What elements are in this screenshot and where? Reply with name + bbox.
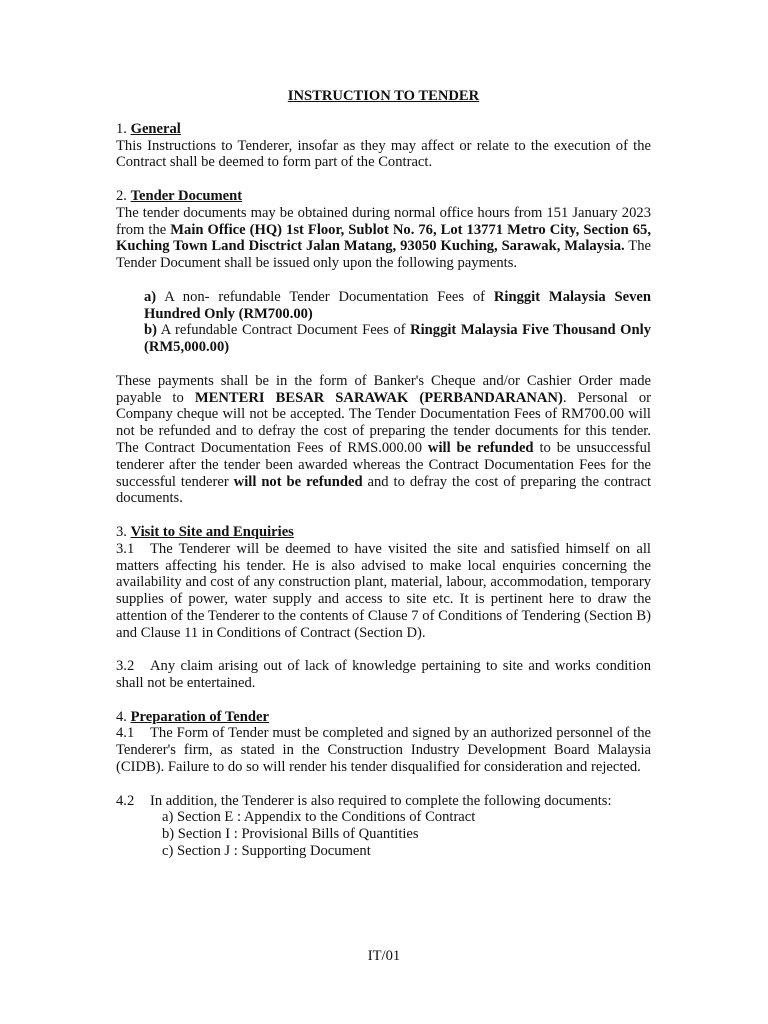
- section-1-text: This Instructions to Tenderer, insofar as they may affect or relate to the execution of the Contract shall be deemed to form part of the Contract.: [116, 137, 651, 171]
- page-footer: IT/01: [367, 948, 401, 964]
- section-2-heading: 2. Tender Document: [116, 187, 243, 204]
- fee-item-a: a) A non- refundable Tender Documentation Fees of Ringgit Malaysia Seven Hundred Only (RM700.00): [144, 288, 652, 322]
- clause-4-2: 4.2 In addition, the Tenderer is also required to complete the following documents:: [116, 792, 612, 809]
- clause-3-2: 3.2 Any claim arising out of lack of knowledge pertaining to site and works condition shall not be entertained.: [116, 658, 651, 692]
- list-item: c) Section J : Supporting Document: [162, 843, 371, 860]
- section-2-paragraph-2: These payments shall be in the form of Banker's Cheque and/or Cashier Order made payable to MENTERI BESAR SARAWAK (PERBANDARANAN). Personal or Company cheque will not be accepted. The Tender Documentation Fees of RM700.00 will not be refunded and to defray the cost of preparing the tender documents for this tender. The Contract Documentation Fees of RMS.000.00 will be refunded to be unsuccessful tenderer after the tender been awarded whereas the Contract Documentation Fees for the successful tenderer will not be refunded and to defray the cost of preparing the contract documents.: [116, 372, 652, 507]
- section-4-heading: 4. Preparation of Tender: [116, 708, 269, 725]
- section-1-heading: 1. General: [116, 120, 181, 137]
- document-page: [116, 88, 651, 860]
- section-2-paragraph-1: The tender documents may be obtained during normal office hours from 151 January 2023 from the Main Office (HQ) 1st Floor, Sublot No. 76, Lot 13771 Metro City, Section 65, Kuching Town Land Disctrict Jalan Matang, 93050 Kuching, Sarawak, Malaysia. The Tender Document shall be issued only upon the following payments.: [116, 204, 651, 272]
- section-3-heading: 3. Visit to Site and Enquiries: [116, 523, 294, 540]
- clause-4-1: 4.1 The Form of Tender must be completed and signed by an authorized personnel of the Tenderer's firm, as stated in the Construction Industry Development Board Malaysia (CIDB). Failure to do so will render his tender disqualified for consideration and rejected.: [116, 725, 651, 776]
- list-item: a) Section E : Appendix to the Conditions of Contract: [162, 809, 476, 826]
- document-title: INSTRUCTION TO TENDER: [287, 88, 480, 104]
- clause-3-1: 3.1 The Tenderer will be deemed to have visited the site and satisfied himself on all matters affecting his tender. He is also advised to make local enquiries concerning the availability and cost of any construction plant, material, labour, accommodation, temporary supplies of power, water supply and access to site etc. It is pertinent here to draw the attention of the Tenderer to the contents of Clause 7 of Conditions of Tendering (Section B) and Clause 11 in Conditions of Contract (Section D).: [116, 540, 651, 641]
- fee-item-b: b) A refundable Contract Document Fees of Ringgit Malaysia Five Thousand Only (RM5,000.00): [144, 322, 651, 356]
- list-item: b) Section I : Provisional Bills of Quantities: [162, 826, 419, 843]
